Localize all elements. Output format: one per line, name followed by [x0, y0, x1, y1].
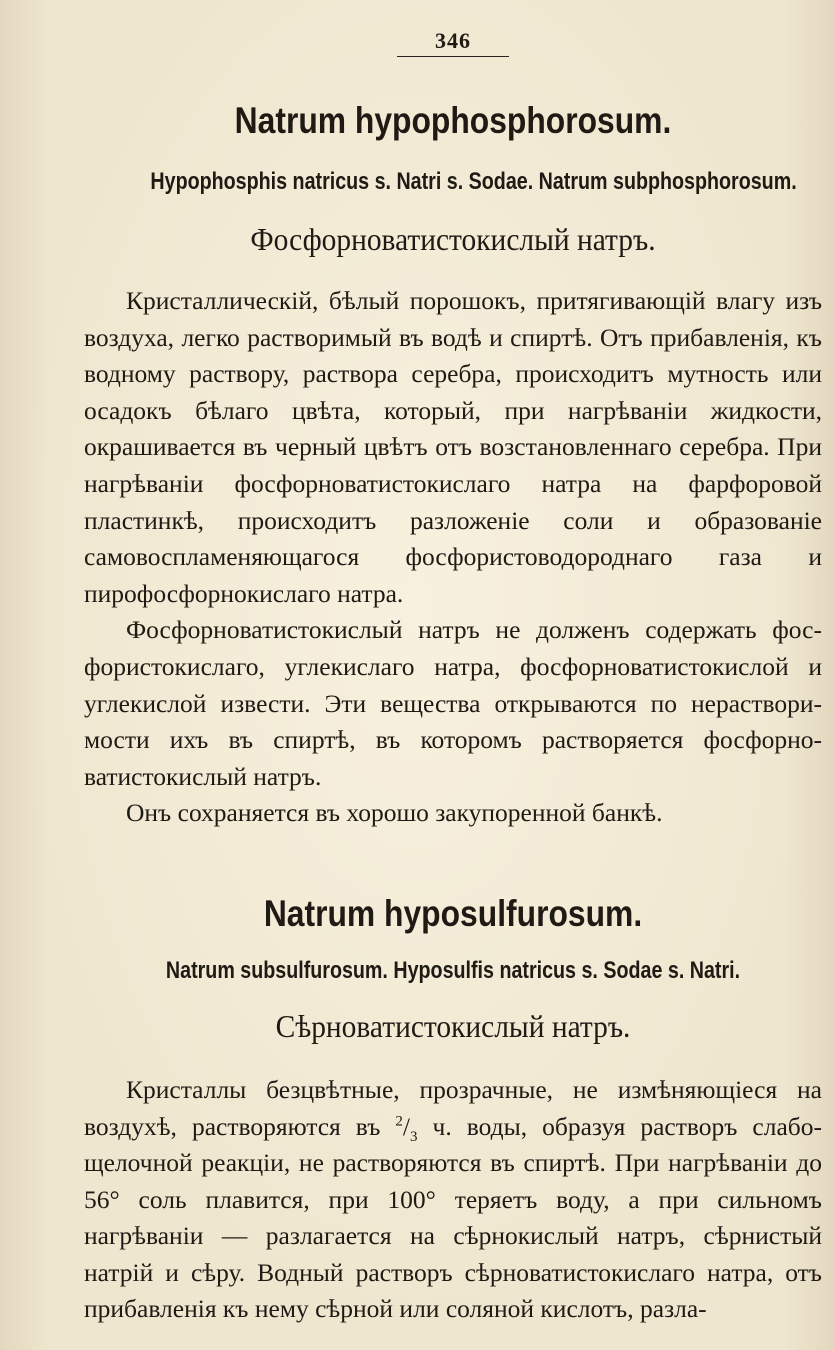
fraction-denominator: 3 [410, 1128, 418, 1145]
paragraph-text: ч. воды, образуя растворъ слабощелочной реакціи, не растворяются въ спиртѣ. При нагрѣваніи до 56° соль плавится, при 100° теряетъ воду, а при сильномъ нагрѣваніи — разлагается на сѣрнокислый натръ, сѣрнистый натрій и сѣру. Водный растворъ сѣрноватистокислаго натра, отъ прибавленія къ нему сѣрной или соляной кислотъ, разла- [84, 1111, 823, 1324]
document-page [84, 22, 822, 1328]
section-natrum-hyposulfurosum [84, 892, 822, 1328]
section-title-russian: Сѣрноватистокислый натръ. [275, 1007, 631, 1044]
section-synonyms: Natrum subsulfurosum. Hyposulfis natricus s. Sodae s. Natri. [165, 956, 741, 984]
paragraph: Кристаллическій, бѣлый порошокъ, притягивающій влагу изъ воздуха, легко растворимый въ водѣ и спиртѣ. Отъ прибавленія, къ водному раствору, раствора серебра, происходитъ мутность или осадокъ бѣлаго цвѣта, который, при нагрѣваніи жидкости, окрашивается въ черный цвѣтъ отъ возстановленнаго серебра. При нагрѣваніи фосфорноватистокислаго натра на фарфоровой пластинкѣ, происходитъ разложеніе соли и образованіе самовоспламеняющагося фосфористоводороднаго газа и пирофосфорнокислаго натра. [84, 286, 822, 608]
section-title-latin: Natrum hypophosphorosum. [234, 100, 672, 141]
paragraph: Онъ сохраняется въ хорошо закупоренной банкѣ. [126, 798, 663, 828]
paragraph [84, 1072, 822, 1328]
fraction: $^2/_3$ [395, 1111, 418, 1145]
paragraph: Фосфорноватистокислый натръ не долженъ содержать фосфористокислаго, углекислаго натра, фосфорноватистокислой и углекислой извести. Эти вещества открываются по нерастворимости ихъ въ спиртѣ, въ которомъ растворяется фосфорноватистокислый натръ. [84, 615, 822, 791]
paragraph-text: Кристаллы безцвѣтные, прозрачные, не измѣняющіеся на воздухѣ, растворяются въ [84, 1074, 822, 1141]
section-title-latin: Natrum hyposulfurosum. [263, 892, 643, 934]
section-synonyms: Hypophosphis natricus s. Natri s. Sodae. Natrum subphosphorosum. [150, 168, 797, 195]
section-natrum-hypophosphorosum [84, 99, 822, 832]
page-number-rule [397, 56, 509, 57]
section-title-russian: Фосфорноватистокислый натръ. [250, 221, 656, 257]
fraction-numerator: 2 [395, 1113, 403, 1129]
page-number: 346 [435, 28, 471, 53]
